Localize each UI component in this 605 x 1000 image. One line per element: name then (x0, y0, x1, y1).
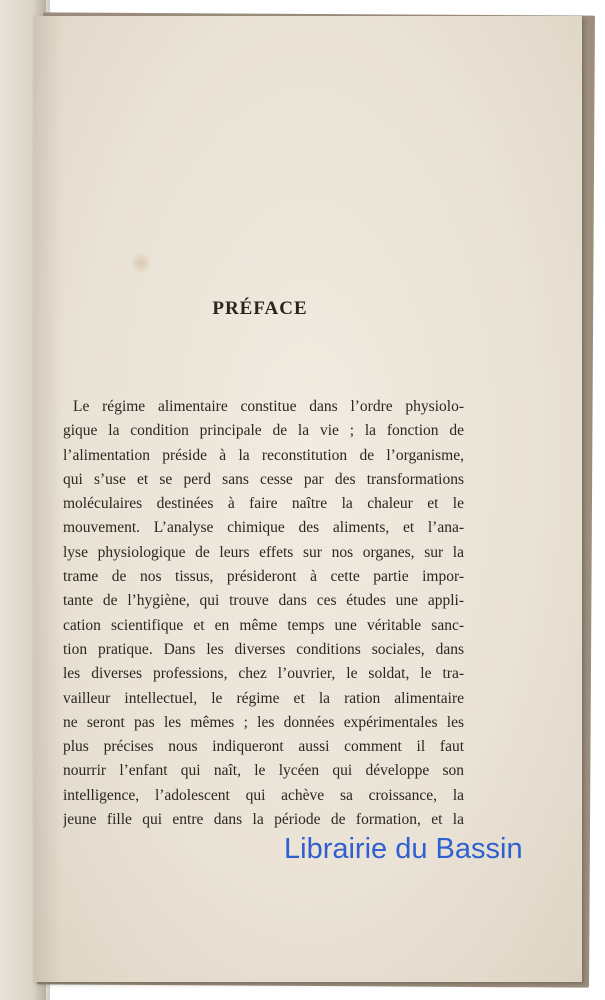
foxing-stain (130, 252, 152, 274)
text-line: mouvement. L’analyse chimique des aliments, et l’ana- (63, 519, 464, 537)
text-line: l’alimentation préside à la reconstitution de l’organisme, (63, 446, 464, 464)
text-line: moléculaires destinées à faire naître la chaleur et le (63, 495, 464, 513)
text-line: trame de nos tissus, présideront à cette partie impor- (63, 568, 464, 586)
text-line: vailleur intellectuel, le régime et la ration alimentaire (63, 689, 464, 707)
text-line: plus précises nous indiqueront aussi comment il faut (63, 738, 464, 756)
text-line: tante de l’hygiène, qui trouve dans ces études une appli- (63, 592, 464, 610)
text-line: Le régime alimentaire constitue dans l’ordre physiolo- (73, 398, 464, 415)
text-line: qui s’use et se perd sans cesse par des transformations (63, 470, 464, 488)
text-line: ne seront pas les mêmes ; les données expérimentales les (63, 713, 464, 731)
preface-body (63, 395, 464, 832)
text-line: lyse physiologique de leurs effets sur nos organes, sur la (63, 543, 464, 561)
page-title: PRÉFACE (212, 298, 308, 319)
text-line: jeune fille qui entre dans la période de formation, et la (63, 811, 464, 829)
text-line: tion pratique. Dans les diverses conditions sociales, dans (63, 640, 464, 658)
text-line: nourrir l’enfant qui naît, le lycéen qui développe son (63, 762, 464, 780)
bookseller-watermark: Librairie du Bassin (284, 833, 523, 865)
text-line: intelligence, l’adolescent qui achève sa croissance, la (63, 786, 464, 804)
text-line: les diverses professions, chez l’ouvrier, le soldat, le tra- (63, 665, 464, 683)
text-line: cation scientifique et en même temps une véritable sanc- (63, 616, 464, 634)
text-line: gique la condition principale de la vie ; la fonction de (63, 422, 464, 440)
